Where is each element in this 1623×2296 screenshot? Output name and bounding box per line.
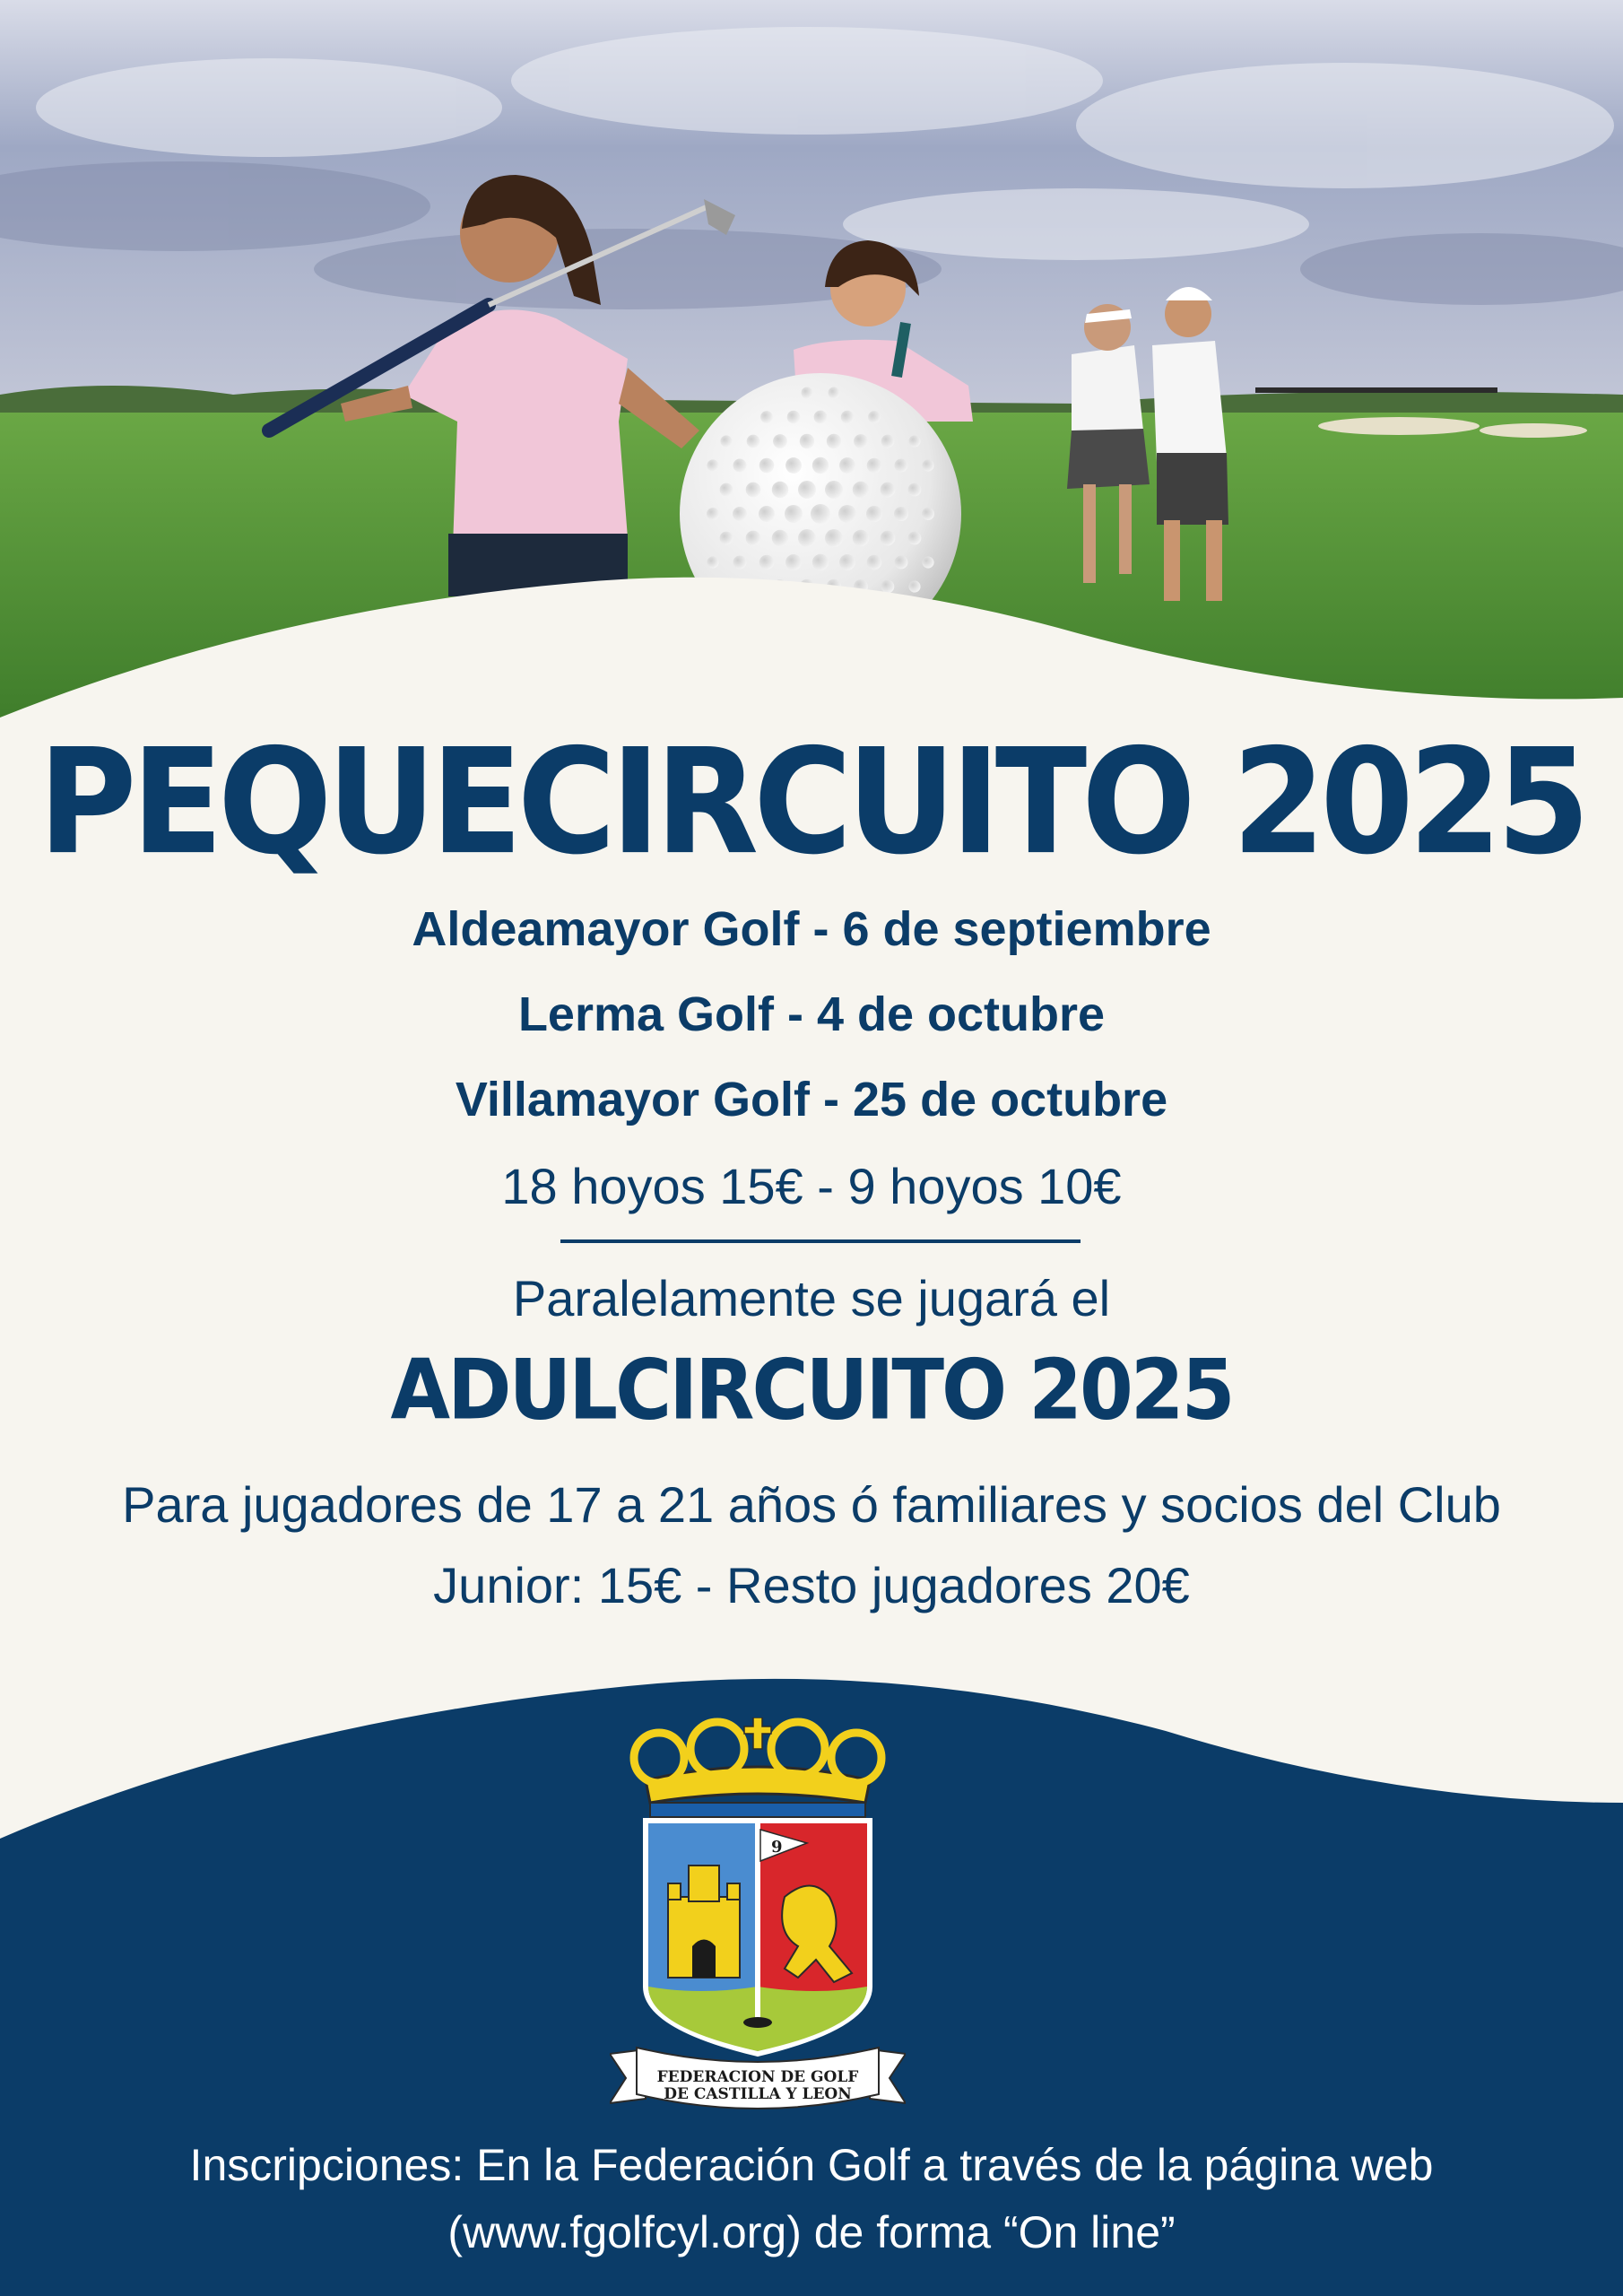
registration-info: Inscripciones: En la Federación Golf a través de la página web xyxy=(189,2140,1434,2190)
eligibility-text: Para jugadores de 17 a 21 años ó familiares y socios del Club xyxy=(122,1476,1501,1533)
hero-photo xyxy=(0,0,1623,735)
divider xyxy=(560,1239,1081,1243)
crest-banner-line1: FEDERACION DE GOLF xyxy=(656,2068,859,2086)
event-date-lerma: Lerma Golf - 4 de octubre xyxy=(517,987,1106,1041)
event-title: PEQUECIRCUITO 2025 xyxy=(38,718,1585,887)
price-info: 18 hoyos 15€ - 9 hoyos 10€ xyxy=(501,1158,1122,1214)
parallel-text: Paralelamente se jugará el xyxy=(512,1270,1111,1326)
federation-crest-logo xyxy=(610,1718,906,2121)
second-price-info: Junior: 15€ - Resto jugadores 20€ xyxy=(433,1557,1190,1613)
crest-banner-line2: DE CASTILLA Y LEON xyxy=(664,2085,852,2103)
crest-flag-number: 9 xyxy=(771,1838,783,1857)
second-event-title: ADULCIRCUITO 2025 xyxy=(390,1342,1233,1439)
event-date-villamayor: Villamayor Golf - 25 de octubre xyxy=(455,1073,1168,1126)
registration-website: (www.fgolfcyl.org) de forma “On line” xyxy=(447,2207,1176,2257)
event-date-aldeamayor: Aldeamayor Golf - 6 de septiembre xyxy=(412,902,1211,956)
